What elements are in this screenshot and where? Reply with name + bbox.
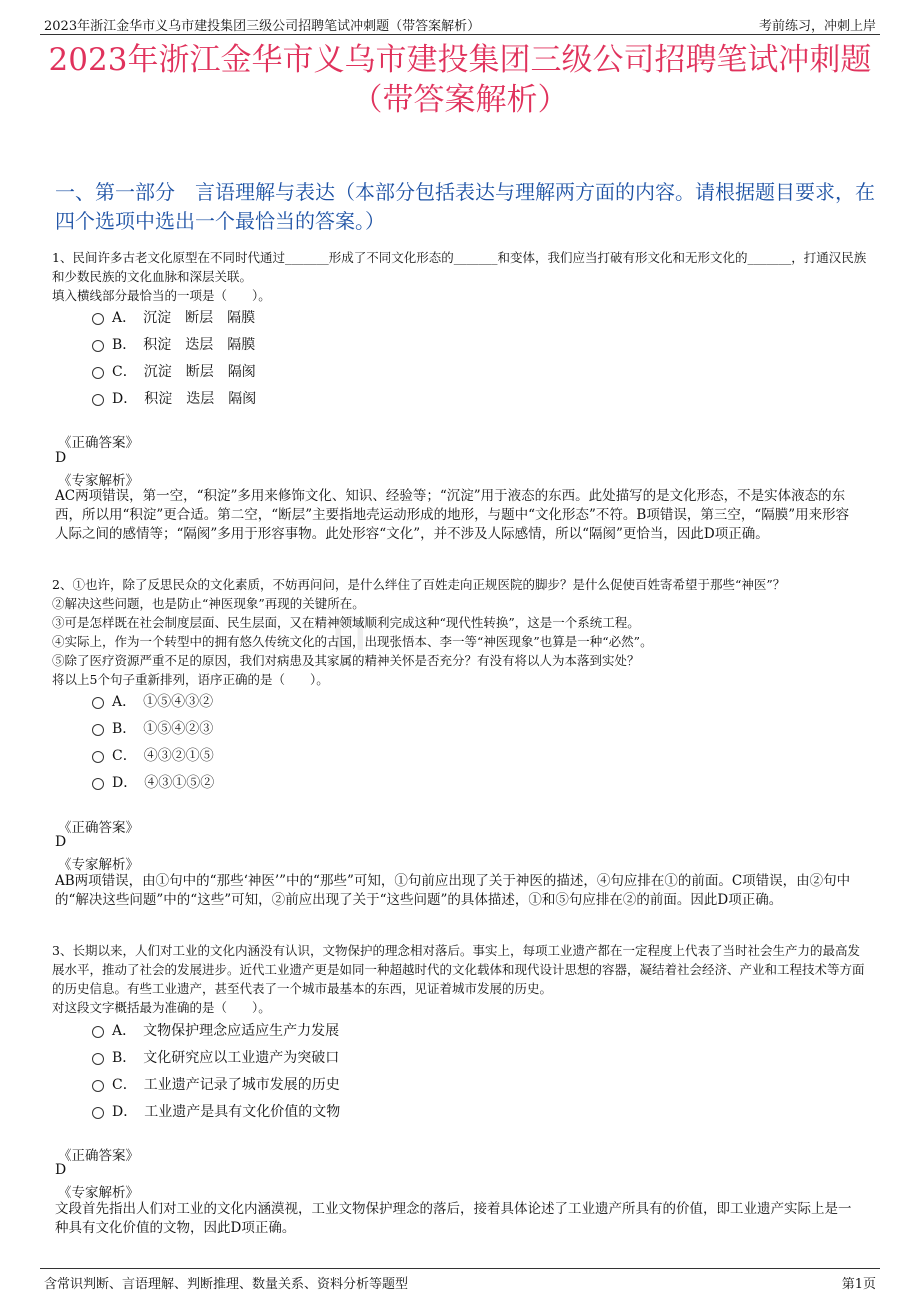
answer-label: 《正确答案》: [58, 1148, 139, 1164]
question-text: 2、①也许，除了反思民众的文化素质，不妨再问问，是什么绊住了百姓走向正规医院的脚步？是什么促使百姓寄希望于那些“神医”？: [52, 577, 786, 592]
explanation-label: 《专家解析》: [58, 473, 139, 489]
answer-value: D: [55, 834, 67, 850]
page-number: 第1页: [841, 1277, 876, 1292]
option-label: A． ①⑤④③②: [112, 694, 214, 710]
explanation-text: AC两项错误，第一空，“积淀”多用来修饰文化、知识、经验等；“沉淀”用于液态的东西。此处描写的是文化形态，不是实体液态的东西，所以用“积淀”更合适。第二空，“断层”主要指地壳运动形成的地形，与题中“文化形态”不符。B项错误，第三空，“隔膜”用来形容人际之间的感情等；“隔阂”多用于形容事物。此处形容“文化”，并不涉及人际感情，所以“隔阂”更恰当，因此D项正确。: [55, 488, 850, 542]
page-footer: [40, 1268, 880, 1291]
question-3-option-c[interactable]: [92, 1075, 340, 1095]
explanation-text: AB两项错误，由①句中的“那些‘神医’”中的“那些”可知，①句前应出现了关于神医的描述，④句应排在①的前面。C项错误，由②句中的“解决这些问题”中的“这些”可知，②前应出现了关于“这些问题”的具体描述，①和⑤句应排在②的前面。因此D项正确。: [55, 873, 851, 908]
question-1-option-a[interactable]: [92, 308, 255, 328]
question-3-stem: [52, 941, 872, 1017]
question-3-option-d[interactable]: [92, 1102, 340, 1122]
question-3-option-b[interactable]: [92, 1048, 339, 1068]
answer-label: 《正确答案》: [58, 435, 139, 451]
footer-note: 含常识判断、言语理解、判断推理、数量关系、资料分析等题型: [44, 1277, 409, 1292]
radio-icon: [92, 778, 104, 790]
radio-icon: [92, 697, 104, 709]
option-label: B． 积淀 迭层 隔膜: [112, 337, 256, 353]
radio-icon: [92, 340, 104, 352]
watermark: n: [330, 595, 369, 665]
answer-value: D: [55, 450, 67, 466]
question-2-option-b[interactable]: [92, 719, 213, 739]
question-1-option-d[interactable]: [92, 389, 256, 409]
option-label: B． ①⑤④②③: [112, 721, 214, 737]
explanation-text: 文段首先指出人们对工业的文化内涵漠视，工业文物保护理念的落后，接着具体论述了工业遗产所具有的价值，即工业遗产实际上是一种具有文化价值的文物，因此D项正确。: [55, 1201, 852, 1236]
question-2-stem: [52, 575, 872, 689]
option-label: A． 沉淀 断层 隔膜: [112, 310, 256, 326]
page-title: [0, 40, 920, 120]
radio-icon: [92, 1080, 104, 1092]
question-text: ②解决这些问题，也是防止“神医现象”再现的关键所在。: [52, 596, 365, 611]
answer-value: D: [55, 1162, 67, 1178]
radio-icon: [92, 313, 104, 325]
radio-icon: [92, 367, 104, 379]
radio-icon: [92, 1107, 104, 1119]
page-title-line1: 2023年浙江金华市义乌市建投集团三级公司招聘笔试冲刺题: [48, 42, 872, 78]
radio-icon: [92, 1026, 104, 1038]
explanation-label: 《专家解析》: [58, 857, 139, 873]
question-2-option-d[interactable]: [92, 773, 214, 793]
header-title: 2023年浙江金华市义乌市建投集团三级公司招聘笔试冲刺题（带答案解析）: [44, 19, 481, 34]
question-text: ⑤除了医疗资源严重不足的原因，我们对病患及其家属的精神关怀是否充分？有没有将以人为本落到实处？: [52, 653, 640, 668]
option-label: A． 文物保护理念应适应生产力发展: [112, 1023, 340, 1039]
question-text: 3、长期以来，人们对工业的文化内涵没有认识，文物保护的理念相对落后。事实上，每项工业遗产都在一定程度上代表了当时社会生产力的最高发展水平，推动了社会的发展进步。近代工业遗产更是如同一种超越时代的文化载体和现代设计思想的容器，凝结着社会经济、产业和工程技术等方面的历史信息。有些工业遗产，甚至代表了一个城市最基本的东西，见证着城市发展的历史。: [52, 943, 865, 996]
question-2-option-a[interactable]: [92, 692, 213, 712]
question-text: ④实际上，作为一个转型中的拥有悠久传统文化的古国，出现张悟本、李一等“神医现象”也算是一种“必然”。: [52, 634, 653, 649]
radio-icon: [92, 1053, 104, 1065]
page-header: [40, 12, 880, 35]
header-slogan: 考前练习，冲刺上岸: [758, 19, 876, 34]
option-label: D． ④③①⑤②: [112, 775, 215, 791]
question-3-option-a[interactable]: [92, 1021, 339, 1041]
option-label: D． 积淀 迭层 隔阂: [112, 391, 257, 407]
question-text: ③可是怎样既在社会制度层面、民生层面，又在精神领域顺利完成这种“现代性转换”，这是一个系统工程。: [52, 615, 640, 630]
question-text: 1、民间许多古老文化原型在不同时代通过_______形成了不同文化形态的_______和变体，我们应当打破有形文化和无形文化的_______，打通汉民族和少数民族的文化血脉和深层关联。: [52, 250, 867, 284]
section-heading: 一、第一部分 言语理解与表达（本部分包括表达与理解两方面的内容。请根据题目要求，在四个选项中选出一个最恰当的答案。）: [55, 180, 875, 233]
radio-icon: [92, 751, 104, 763]
question-1-option-c[interactable]: [92, 362, 256, 382]
question-1-option-b[interactable]: [92, 335, 255, 355]
question-prompt: 填入横线部分最恰当的一项是（ ）。: [52, 288, 271, 303]
explanation-label: 《专家解析》: [58, 1185, 139, 1201]
question-2-option-c[interactable]: [92, 746, 214, 766]
question-prompt: 将以上5个句子重新排列，语序正确的是（ ）。: [52, 672, 329, 687]
radio-icon: [92, 394, 104, 406]
page-title-line2: （带答案解析）: [351, 82, 569, 118]
option-label: B． 文化研究应以工业遗产为突破口: [112, 1050, 340, 1066]
answer-label: 《正确答案》: [58, 820, 139, 836]
option-label: C． ④③②①⑤: [112, 748, 214, 764]
option-label: C． 沉淀 断层 隔阂: [112, 364, 256, 380]
option-label: D． 工业遗产是具有文化价值的文物: [112, 1104, 341, 1120]
question-prompt: 对这段文字概括最为准确的是（ ）。: [52, 1000, 271, 1015]
radio-icon: [92, 724, 104, 736]
option-label: C． 工业遗产记录了城市发展的历史: [112, 1077, 340, 1093]
question-1-stem: [52, 248, 872, 305]
